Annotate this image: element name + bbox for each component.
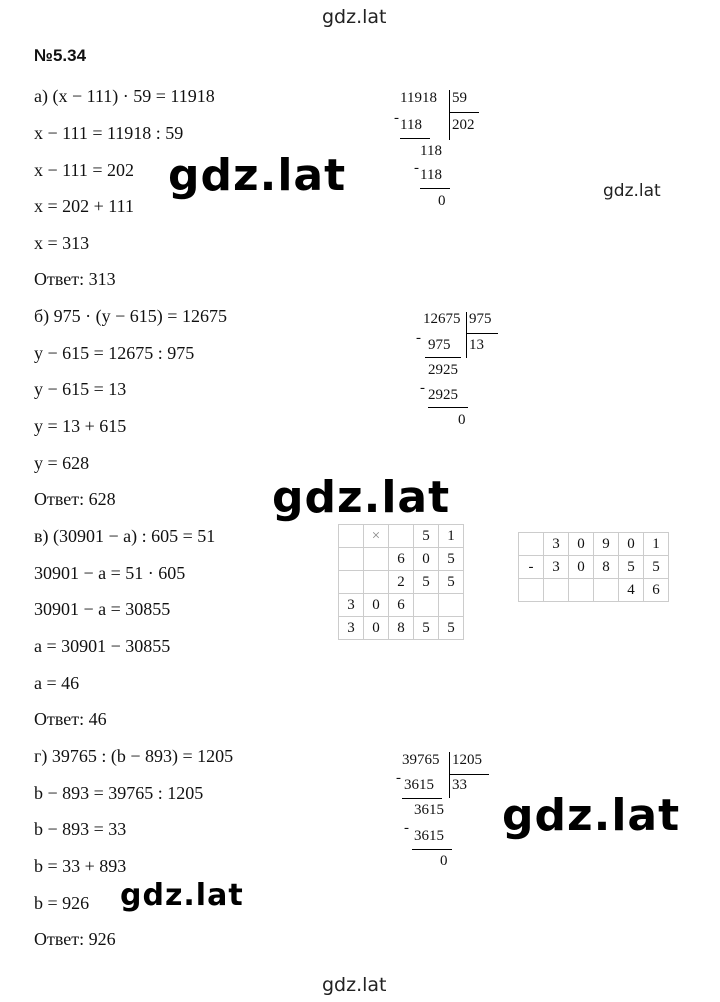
grid-cell: 3 [544,533,569,556]
grid-cell: 3 [544,556,569,579]
solution-line: 30901 − a = 30855 [34,599,171,619]
grid-cell: 6 [644,579,669,602]
minus-sign: - [416,330,421,346]
grid-row [339,548,464,571]
grid-row [339,594,464,617]
final-remainder: 0 [440,853,448,869]
minus-sign: - [394,110,399,126]
grid-cell: 0 [619,533,644,556]
answer-line: Ответ: 313 [34,269,116,289]
grid-cell: 6 [389,594,414,617]
solution-line: a = 30901 − 30855 [34,636,171,656]
multiplication-grid [338,524,464,640]
grid-cell: 9 [594,533,619,556]
solution-line: x = 202 + 111 [34,196,134,216]
division-bracket [449,752,450,798]
solution-line: в) (30901 − a) : 605 = 51 [34,526,216,546]
watermark: gdz.lat [120,878,244,913]
solution-line: y = 628 [34,453,90,473]
grid-row [339,525,464,548]
divisor: 59 [452,90,467,106]
grid-cell [364,571,389,594]
grid-cell: 1 [644,533,669,556]
subtrahend: 3615 [414,828,444,844]
solution-line: b = 926 [34,893,90,913]
watermark: gdz.lat [272,472,451,523]
grid-cell: 5 [439,617,464,640]
quotient: 13 [469,337,484,353]
subtraction-grid [518,532,669,602]
grid-cell: 0 [414,548,439,571]
solution-line: а) (x − 111) · 59 = 11918 [34,86,215,106]
grid-cell [339,548,364,571]
solution-line: b = 33 + 893 [34,856,127,876]
remainder: 3615 [414,802,444,818]
solution-line: a = 46 [34,673,80,693]
grid-cell [389,525,414,548]
problem-number: №5.34 [34,46,87,65]
solution-line: y − 615 = 13 [34,379,127,399]
grid-cell: 4 [619,579,644,602]
quotient: 202 [452,117,475,133]
grid-cell: 0 [364,617,389,640]
minus-sign: - [396,770,401,786]
solution-line: x = 313 [34,233,90,253]
grid-row [339,617,464,640]
subtrahend: 118 [420,167,442,183]
divisor: 1205 [452,752,482,768]
minus-sign: - [404,820,409,836]
solution-line: x − 111 = 202 [34,160,134,180]
grid-row [519,556,669,579]
grid-cell [519,533,544,556]
division-bracket [449,774,489,775]
final-remainder: 0 [458,412,466,428]
grid-cell: 3 [339,594,364,617]
grid-row [519,579,669,602]
minus-sign: - [414,160,419,176]
grid-row [519,533,669,556]
grid-cell [339,525,364,548]
subtrahend: 3615 [404,777,434,793]
grid-cell [414,594,439,617]
grid-cell [439,594,464,617]
solution-line: y − 615 = 12675 : 975 [34,343,195,363]
solution-line: г) 39765 : (b − 893) = 1205 [34,746,234,766]
grid-cell: 8 [594,556,619,579]
grid-cell [339,571,364,594]
answer-line: Ответ: 926 [34,929,116,949]
grid-cell [364,548,389,571]
grid-cell: 2 [389,571,414,594]
grid-cell: 5 [439,571,464,594]
rule [412,849,452,850]
quotient: 33 [452,777,467,793]
rule [428,407,468,408]
final-remainder: 0 [438,193,446,209]
solution-line: b − 893 = 33 [34,819,127,839]
rule [402,798,442,799]
grid-cell [569,579,594,602]
grid-cell: 0 [569,533,594,556]
division-bracket [449,90,450,140]
grid-cell: 0 [364,594,389,617]
remainder: 2925 [428,362,458,378]
grid-cell [519,579,544,602]
grid-cell: 6 [389,548,414,571]
remainder: 118 [420,143,442,159]
grid-cell: 5 [414,617,439,640]
grid-cell: 5 [644,556,669,579]
divisor: 975 [469,311,492,327]
solution-line: y = 13 + 615 [34,416,127,436]
watermark: gdz.lat [168,150,347,201]
solution-line: б) 975 · (y − 615) = 12675 [34,306,227,326]
grid-cell: 8 [389,617,414,640]
division-bracket [466,312,467,358]
subtrahend: 2925 [428,387,458,403]
division-bracket [466,333,498,334]
division-bracket [449,112,479,113]
grid-cell: 1 [439,525,464,548]
grid-cell [594,579,619,602]
subtrahend: 118 [400,117,422,133]
site-label-right: gdz.lat [603,181,661,201]
answer-line: Ответ: 46 [34,709,107,729]
grid-cell: 5 [414,525,439,548]
site-label-top: gdz.lat [322,6,387,28]
rule [425,357,461,358]
dividend: 12675 [423,311,461,327]
grid-cell: 5 [439,548,464,571]
minus-sign: - [420,380,425,396]
grid-row [339,571,464,594]
subtrahend: 975 [428,337,451,353]
rule [420,188,450,189]
grid-cell [544,579,569,602]
watermark: gdz.lat [502,790,681,841]
answer-line: Ответ: 628 [34,489,116,509]
solution-line: x − 111 = 11918 : 59 [34,123,184,143]
dividend: 11918 [400,90,437,106]
site-label-bottom: gdz.lat [322,974,387,996]
solution-line: b − 893 = 39765 : 1205 [34,783,204,803]
grid-cell: 3 [339,617,364,640]
solution-line: 30901 − a = 51 · 605 [34,563,186,583]
dividend: 39765 [402,752,440,768]
grid-cell: 0 [569,556,594,579]
rule [400,138,430,139]
grid-cell: 5 [414,571,439,594]
minus-sign: - [519,556,544,579]
grid-cell: 5 [619,556,644,579]
multiply-sign: × [364,525,389,548]
